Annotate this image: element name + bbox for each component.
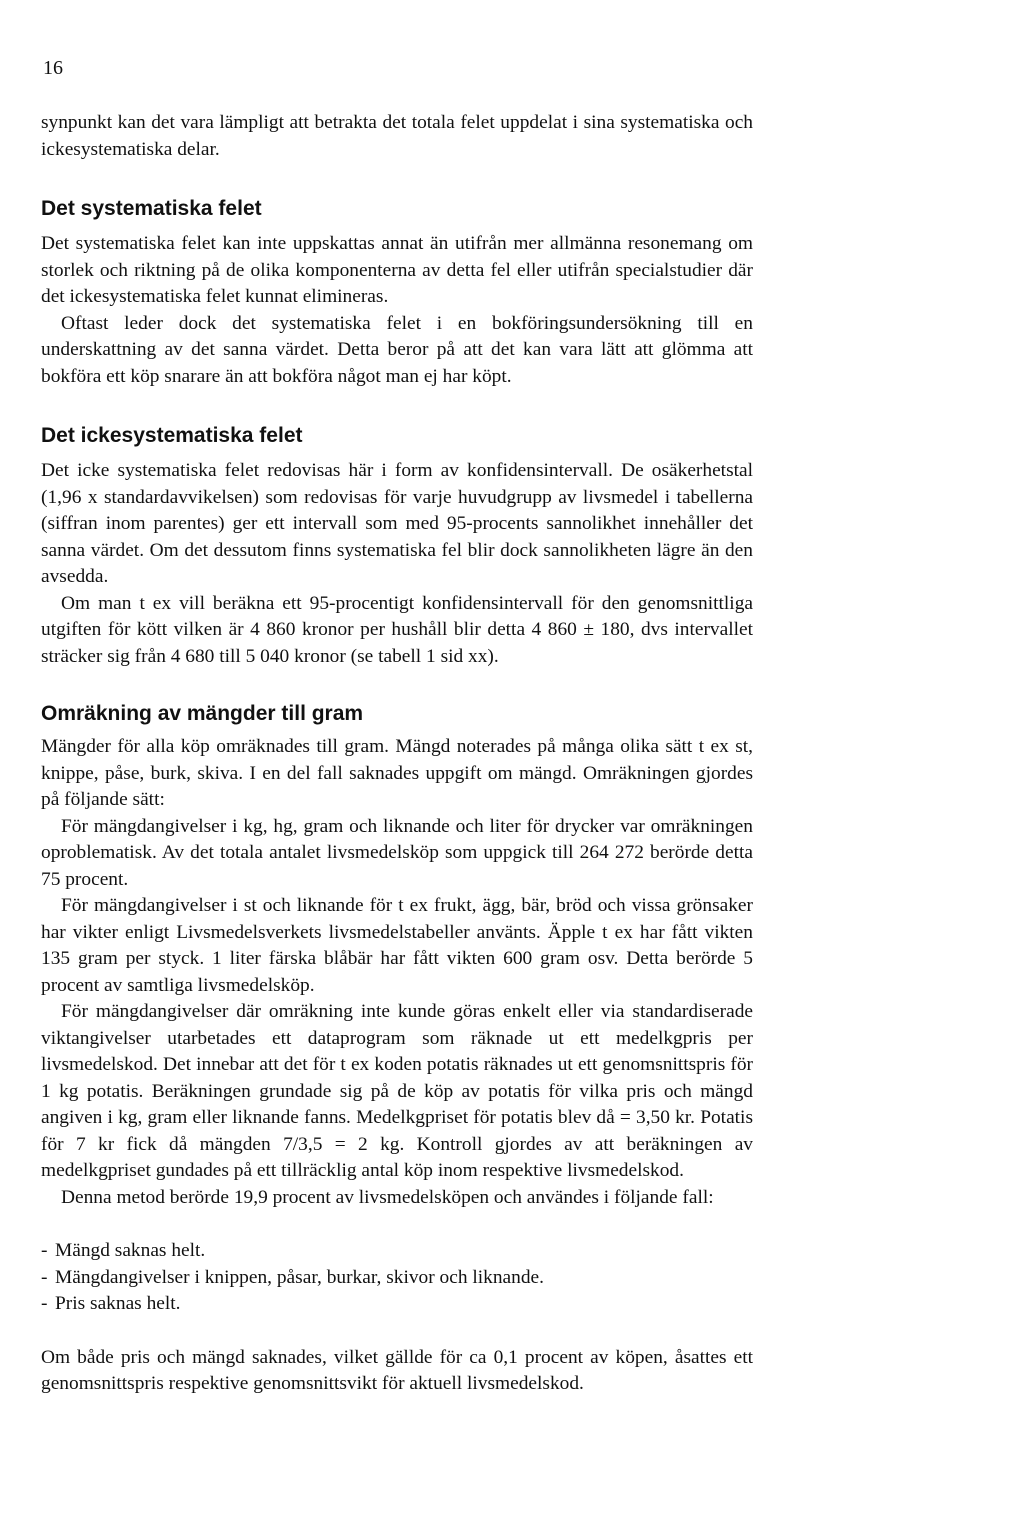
list-item-text: Mängd saknas helt. (55, 1240, 206, 1261)
body-paragraph: Oftast leder dock det systematiska felet i en bokföringsundersökning till en underskattning av det sanna värdet. Detta beror på att det kan vara lätt att glömma att bokföra ett köp snarare än att bokföra något man ej har köpt. (41, 312, 753, 387)
page-content (41, 110, 753, 1398)
list-item (41, 1265, 753, 1292)
list-item (41, 1291, 753, 1318)
case-list (41, 1238, 753, 1318)
body-paragraph: Det systematiska felet kan inte uppskattas annat än utifrån mer allmänna resonemang om storlek och riktning på de olika komponenterna av detta fel eller utifrån specialstudier där det ickesystematiska felet kunnat elimineras. (41, 233, 753, 307)
list-dash: - (41, 1240, 48, 1261)
section-heading-systematic-error: Det systematiska felet (41, 197, 262, 220)
intro-paragraph: synpunkt kan det vara lämpligt att betrakta det totala felet uppdelat i sina systematiska och ickesystematiska delar. (41, 112, 753, 160)
body-paragraph: För mängdangivelser i kg, hg, gram och liknande och liter för drycker var omräkningen oproblematisk. Av det totala antalet livsmedelsköp som uppgick till 264 272 berörde detta 75 procent. (41, 815, 753, 890)
page-number: 16 (43, 57, 63, 79)
section-heading-nonsystematic-error: Det ickesystematiska felet (41, 424, 303, 447)
body-paragraph: För mängdangivelser i st och liknande för t ex frukt, ägg, bär, bröd och vissa grönsaker har vikter enligt Livsmedelsverkets livsmedelstabeller använts. Äpple t ex har fått vikten 135 gram per styck. 1 liter färska blåbär har fått vikten 600 gram osv. Detta berörde 5 procent av samtliga livsmedelsköp. (41, 895, 753, 996)
list-dash: - (41, 1293, 48, 1314)
list-item (41, 1238, 753, 1265)
body-paragraph: Om man t ex vill beräkna ett 95-procentigt konfidensintervall för den genomsnittliga utgiften för kött vilken är 4 860 kronor per hushåll blir detta 4 860 ± 180, dvs intervallet sträcker sig från 4 680 till 5 040 kronor (se tabell 1 sid xx). (41, 592, 753, 667)
list-dash: - (41, 1266, 48, 1288)
body-paragraph: Denna metod berörde 19,9 procent av livsmedelsköpen och användes i följande fall: (61, 1186, 714, 1208)
list-item-text: Pris saknas helt. (55, 1293, 181, 1314)
section-heading-quantity-conversion: Omräkning av mängder till gram (41, 702, 364, 725)
body-paragraph: Det icke systematiska felet redovisas här i form av konfidensintervall. De osäkerhetstal (1,96 x standardavvikelsen) som redovisas för varje huvudgrupp av livsmedel i tabellerna (siffran inom parentes) ger ett intervall som med 95-procents sannolikhet innehåller det sanna värdet. Om det dessutom finns systematiska fel blir dock sannolikheten lägre än den avsedda. (41, 460, 753, 587)
body-paragraph: Mängder för alla köp omräknades till gram. Mängd noterades på många olika sätt t ex st, knippe, påse, burk, skiva. I en del fall saknades uppgift om mängd. Omräkningen gjordes på följande sätt: (41, 736, 753, 810)
body-paragraph: För mängdangivelser där omräkning inte kunde göras enkelt eller via standardiserade viktangivelser utarbetades ett dataprogram som räknade ut ett medelkgpris per livsmedelskod. Det innebar att det för t ex koden potatis räknades ut ett genomsnittspris för 1 kg potatis. Beräkningen grundade sig på de köp av potatis för vilka pris och mängd angiven i kg, gram eller liknande fanns. Medelkgpriset för potatis blev då = 3,50 kr. Potatis för 7 kr fick då mängden 7/3,5 = 2 kg. Kontroll gjordes av att beräkningen av medelkgpriset gundades på ett tillräcklig antal köp inom respektive livsmedelskod. (41, 1001, 753, 1181)
final-paragraph: Om både pris och mängd saknades, vilket gällde för ca 0,1 procent av köpen, åsattes ett genomsnittspris respektive genomsnittsvikt för aktuell livsmedelskod. (41, 1346, 753, 1394)
list-item-text: Mängdangivelser i knippen, påsar, burkar, skivor och liknande. (55, 1266, 545, 1288)
